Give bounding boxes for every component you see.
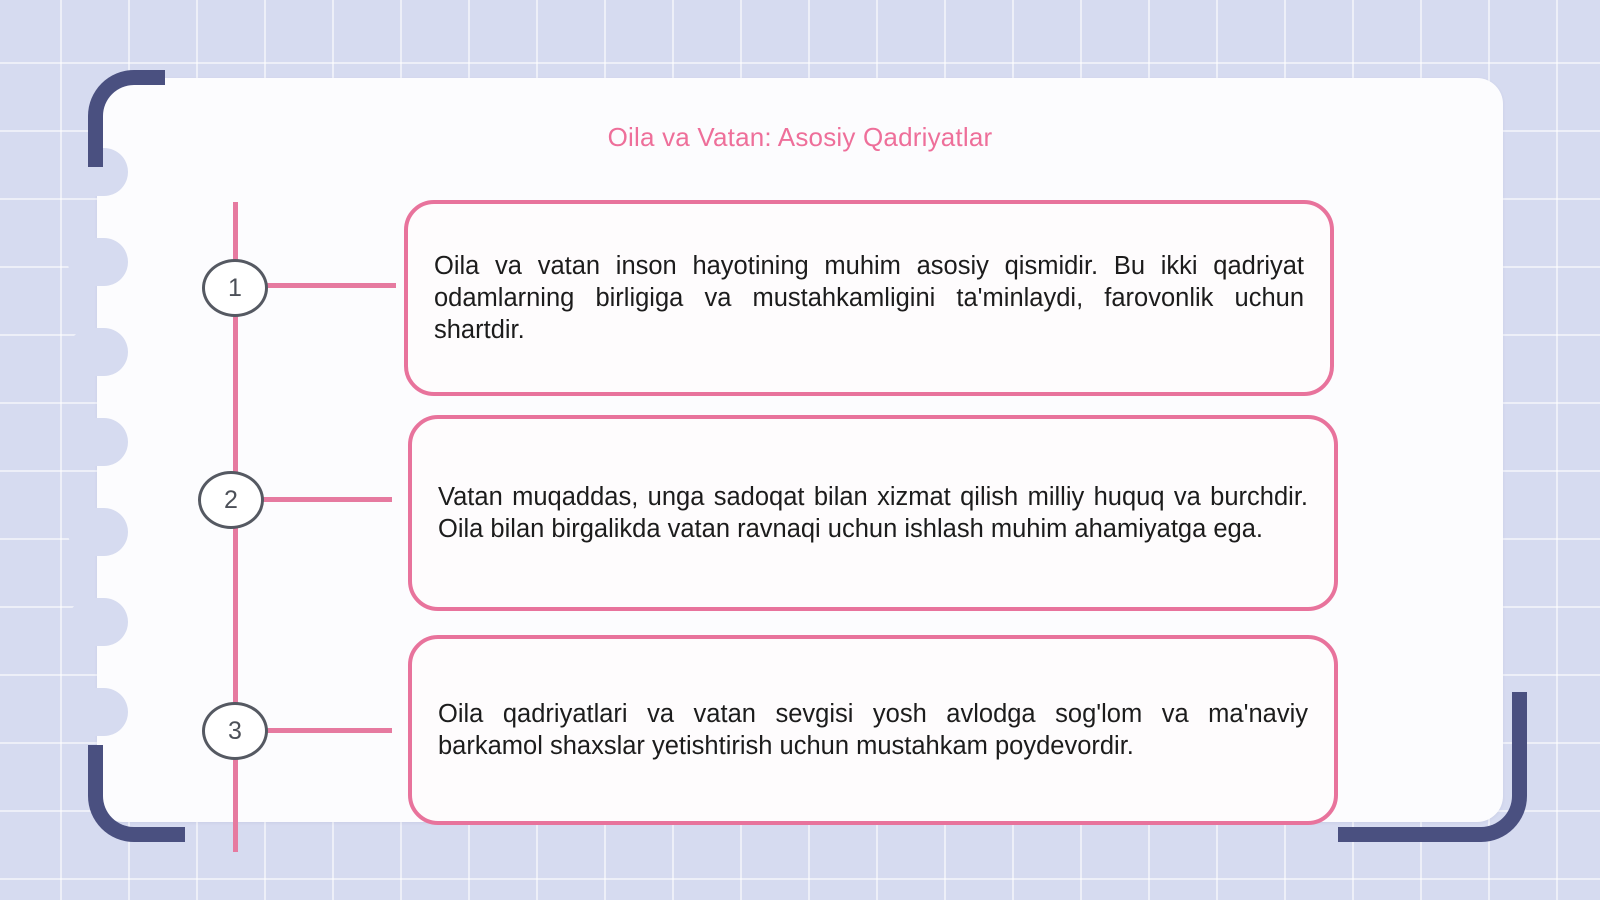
corner-bracket-bottom-right (1338, 692, 1527, 842)
paper-edge-notch (68, 328, 128, 376)
info-card-3 (408, 635, 1338, 825)
step-number: 3 (228, 716, 242, 745)
step-number: 2 (224, 485, 238, 514)
step-marker-1 (202, 259, 268, 317)
card-text: Vatan muqaddas, unga sadoqat bilan xizmat qilish milliy huquq va burchdir. Oila bilan birgalikda vatan ravnaqi uchun ishlash muhim ahamiyatga ega. (438, 483, 1308, 543)
paper-edge-notch (68, 508, 128, 556)
info-card-1 (404, 200, 1334, 396)
step-marker-2 (198, 471, 264, 529)
paper-edge-notch (68, 418, 128, 466)
step-marker-3 (202, 702, 268, 760)
slide-title: Oila va Vatan: Asosiy Qadriyatlar (607, 122, 993, 152)
corner-bracket-bottom-left (88, 745, 185, 842)
paper-edge-notch (68, 238, 128, 286)
info-card-2 (408, 415, 1338, 611)
paper-edge-notch (68, 688, 128, 736)
step-number: 1 (228, 273, 242, 302)
card-text: Oila qadriyatlari va vatan sevgisi yosh avlodga sog'lom va ma'naviy barkamol shaxslar yetishtirish uchun mustahkam poydevordir. (438, 700, 1308, 760)
paper-edge-notch (68, 598, 128, 646)
timeline-connector (266, 728, 392, 733)
timeline-connector (266, 283, 396, 288)
card-text: Oila va vatan inson hayotining muhim asosiy qismidir. Bu ikki qadriyat odamlarning birligiga va mustahkamligini ta'minlaydi, farovonlik uchun shartdir. (434, 252, 1304, 344)
timeline-connector (262, 497, 392, 502)
